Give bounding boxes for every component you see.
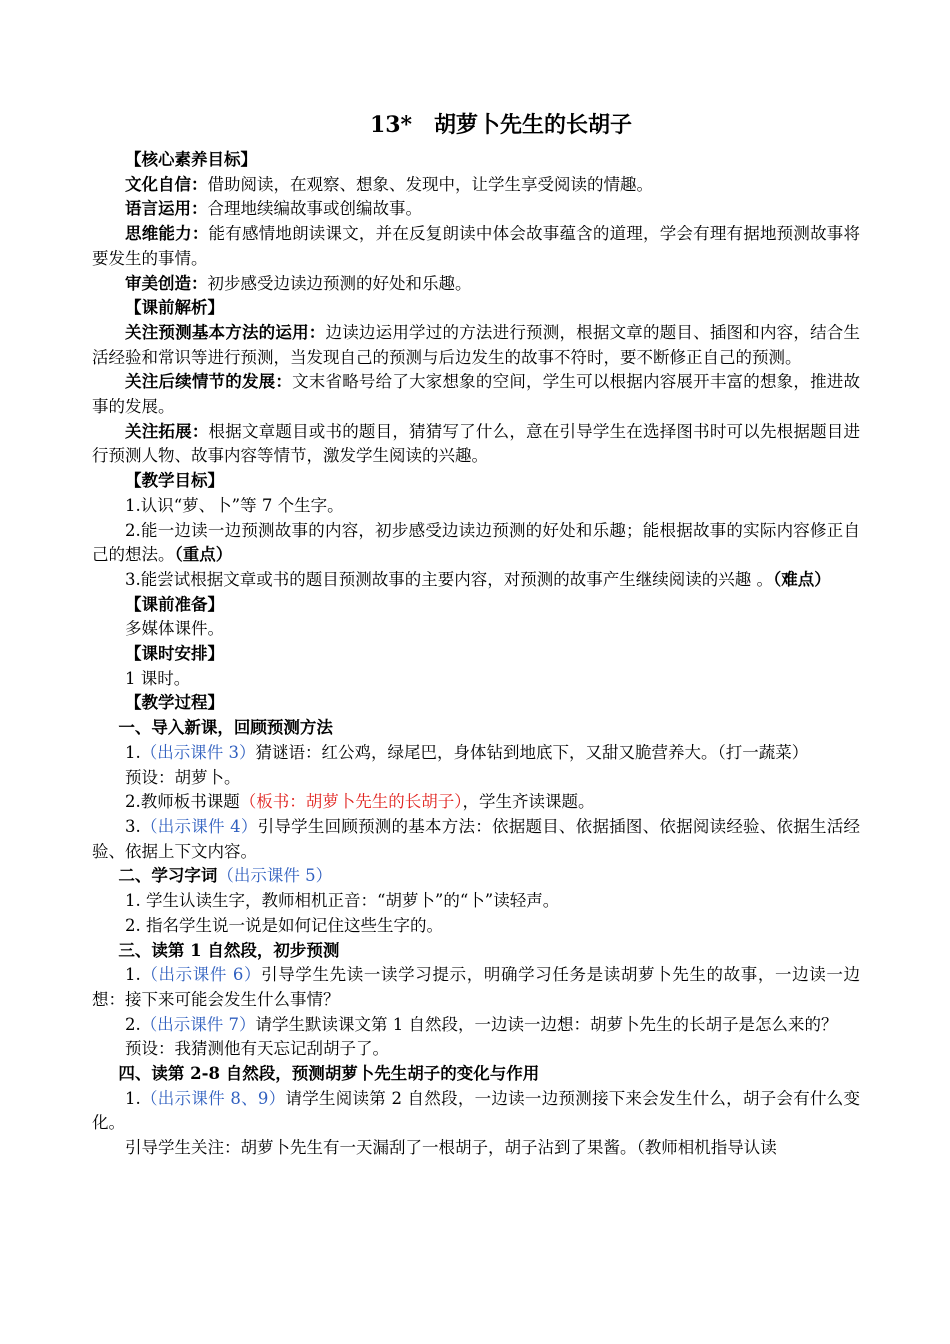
step-paragraph: 2.（出示课件 7）请学生默读课文第 1 自然段，一边读一边想：胡萝卜先生的长胡子是怎么来的？ xyxy=(125,1014,838,1034)
step-paragraph: 2.教师板书课题（板书：胡萝卜先生的长胡子），学生齐读课题。 xyxy=(125,792,595,812)
step-paragraph: 1.（出示课件 6）引导学生先读一读学习提示，明确学习任务是读胡萝卜先生的故事，一边读一边想：接下来可能会发生什么事情？ xyxy=(92,965,861,1009)
prep-heading: 【课前准备】 xyxy=(125,594,224,614)
step-paragraph: 1.（出示课件 8、9）请学生阅读第 2 自然段，一边读一边预测接下来会发生什么，胡子会有什么变化。 xyxy=(92,1088,860,1133)
core-aesthetic: 审美创造：初步感受边读边预测的好处和乐趣。 xyxy=(125,273,472,293)
analysis-paragraph: 关注后续情节的发展：文末省略号给了大家想象的空间，学生可以根据内容展开丰富的想象，推进故事的发展。 xyxy=(92,372,861,417)
preset-answer: 预设：胡萝卜。 xyxy=(125,767,241,787)
goal-item: 3.能尝试根据文章或书的题目预测故事的主要内容，对预测的故事产生继续阅读的兴趣 。（难点） xyxy=(125,569,831,589)
section-title: 一、导入新课，回顾预测方法 xyxy=(118,718,333,738)
section-title: 三、读第 1 自然段，初步预测 xyxy=(118,940,340,960)
core-thinking: 思维能力：能有感情地朗读课文，并在反复朗读中体会故事蕴含的道理，学会有理有据地预测故事将要发生的事情。 xyxy=(92,224,861,268)
analysis-paragraph: 关注拓展：根据文章题目或书的题目，猜猜写了什么，意在引导学生在选择图书时可以先根据题目进行预测人物、故事内容等情节，激发学生阅读的兴趣。 xyxy=(92,421,861,466)
process-heading: 【教学过程】 xyxy=(125,693,224,713)
goals-heading: 【教学目标】 xyxy=(125,471,224,491)
section-title: 二、学习字词（出示课件 5） xyxy=(118,866,333,886)
step-paragraph: 3.（出示课件 4）引导学生回顾预测的基本方法：依据题目、依据插图、依据阅读经验、依据生活经验、依据上下文内容。 xyxy=(92,816,860,861)
prep-text: 多媒体课件。 xyxy=(125,619,224,639)
step-paragraph: 1. 学生认读生字，教师相机正音：“胡萝卜”的“卜”读轻声。 xyxy=(125,891,560,911)
goal-item: 1.认识“萝、卜”等 7 个生字。 xyxy=(125,495,344,515)
core-language: 语言运用：合理地续编故事或创编故事。 xyxy=(125,199,422,219)
section-title: 四、读第 2-8 自然段，预测胡萝卜先生胡子的变化与作用 xyxy=(118,1064,540,1084)
analysis-heading: 【课前解析】 xyxy=(125,298,224,318)
core-culture: 文化自信：借助阅读，在观察、想象、发现中，让学生享受阅读的情趣。 xyxy=(125,174,653,194)
goal-item: 2.能一边读一边预测故事的内容，初步感受边读边预测的好处和乐趣；能根据故事的实际内容修正自己的想法。（重点） xyxy=(92,520,860,565)
step-paragraph: 1.（出示课件 3）猜谜语：红公鸡，绿尾巴，身体钻到地底下，又甜又脆营养大。（打一蔬菜） xyxy=(125,742,809,762)
step-paragraph: 2. 指名学生说一说是如何记住这些生字的。 xyxy=(125,915,443,935)
core-heading: 【核心素养目标】 xyxy=(125,150,257,169)
preset-answer: 预设：我猜测他有天忘记刮胡子了。 xyxy=(125,1039,389,1059)
lesson-plan-page xyxy=(92,110,860,1161)
schedule-text: 1 课时。 xyxy=(125,668,191,688)
step-paragraph: 引导学生关注：胡萝卜先生有一天漏刮了一根胡子，胡子沾到了果酱。（教师相机指导认读 xyxy=(125,1138,777,1158)
analysis-paragraph: 关注预测基本方法的运用：边读边运用学过的方法进行预测，根据文章的题目、插图和内容，结合生活经验和常识等进行预测，当发现自己的预测与后边发生的故事不符时，要不断修正自己的预测。 xyxy=(92,322,861,367)
page-title: 13* 胡萝卜先生的长胡子 xyxy=(369,112,633,138)
schedule-heading: 【课时安排】 xyxy=(125,644,224,664)
